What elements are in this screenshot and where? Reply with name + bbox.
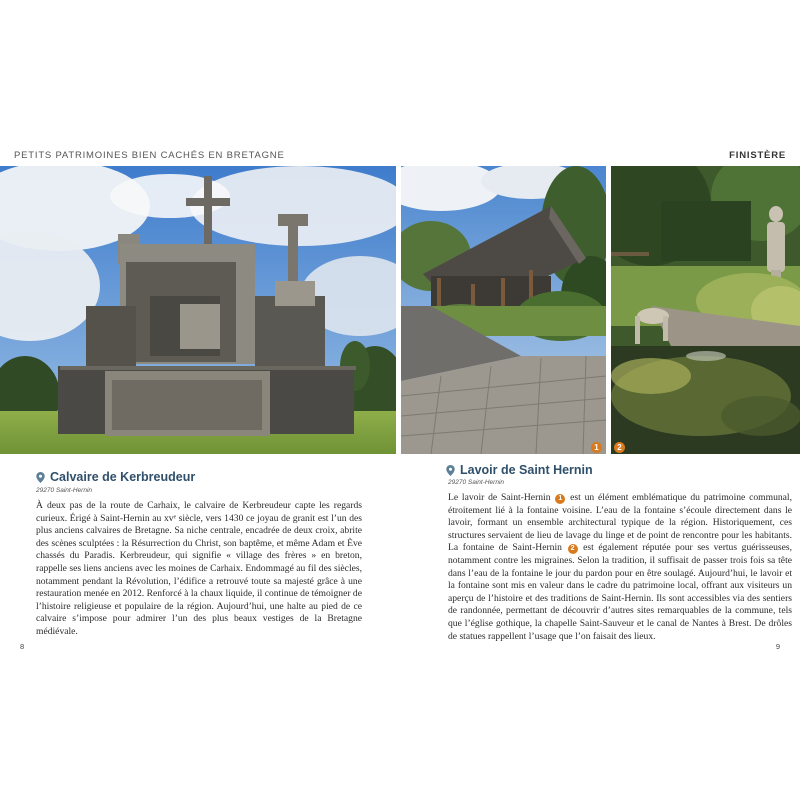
location-pin-icon xyxy=(36,472,45,483)
article-body-calvaire: À deux pas de la route de Carhaix, le calvaire de Kerbreudeur capte les regards curieux. Érigé à Saint-Hernin au xvᵉ siècle, vers 1430 ce joyau de granit est l’un des plus anciens calvaires de Bretagne. Sa niche centrale, encadrée de deux croix, abrite des scènes sculptées : la Résurrection du Christ, son baptême, et même Adam et Ève chassés du Paradis. Kerbreudeur, qui signifie « village des frères » en breton, rappelle ses liens anciens avec les moines de Carhaix. Endommagé au fil des siècles, notamment pendant la Révolution, l’édifice a retrouvé toute sa majesté grâce à une restauration menée en 2012. Renforcé à la chaux liquide, il continue de témoigner de l’histoire religieuse et populaire de la région. Aujourd’hui, une halte au pied de ce calvaire s’impose pour admirer l’un des plus beaux vestiges de la Bretagne médiévale. xyxy=(36,500,362,637)
article-title-text: Lavoir de Saint Hernin xyxy=(460,463,593,477)
running-header-left: PETITS PATRIMOINES BIEN CACHÉS EN BRETAGNE xyxy=(14,150,285,161)
page-number-right: 9 xyxy=(775,642,780,651)
article-location: 29270 Saint-Hernin xyxy=(448,479,505,486)
photo-lavoir xyxy=(401,166,606,454)
body-text-part-2: est un élément emblématique du patrimoine communal, étroitement lié à la fontaine voisine. L’eau de la fontaine s’écoule directement dans le lavoir, formant un ensemble architectural typique de la région. Historiquement, ces structures servaient de lieu de lavage du linge et de point de rencontre pour les habitants. La fontaine de Saint-Hernin xyxy=(448,492,792,554)
photo-calvaire xyxy=(0,166,396,454)
photo-fontaine xyxy=(611,166,800,454)
article-title-lavoir xyxy=(446,463,593,477)
location-pin-icon xyxy=(446,465,455,476)
article-location: 29270 Saint-Hernin xyxy=(36,487,93,494)
inline-number-badge-2: 2 xyxy=(568,544,578,554)
inline-number-badge-1: 1 xyxy=(555,494,565,504)
page-number-left: 8 xyxy=(20,642,25,651)
body-text-part-3: est également réputée pour ses vertus guérisseuses, notamment contre les migraines. Selon la tradition, il suffisait de passer trois fois sa tête dans l’eau de la fontaine le jour du pardon pour en être soulagé. Aujourd’hui, le lavoir et la fontaine sont mis en valeur dans le cadre du patrimoine local, offrant aux visiteurs un aperçu de l’histoire et des traditions de Saint-Hernin. Ils sont accessibles via des sentiers de randonnée, permettant de découvrir d’autres sites remarquables de la commune, tels que l’église gothique, la chapelle Saint-Sauveur et le canal de Nantes à Brest. De drôles de statues rappellent l’usage que l’on faisait des lieux. xyxy=(448,542,793,642)
article-body-lavoir xyxy=(448,492,792,643)
article-title-text: Calvaire de Kerbreudeur xyxy=(50,470,196,484)
article-title-calvaire xyxy=(36,470,195,484)
body-text-part-1: Le lavoir de Saint-Hernin xyxy=(448,492,551,503)
photo-number-badge-1: 1 xyxy=(591,442,602,453)
running-header-right: FINISTÈRE xyxy=(729,150,786,161)
photo-number-badge-2: 2 xyxy=(614,442,625,453)
